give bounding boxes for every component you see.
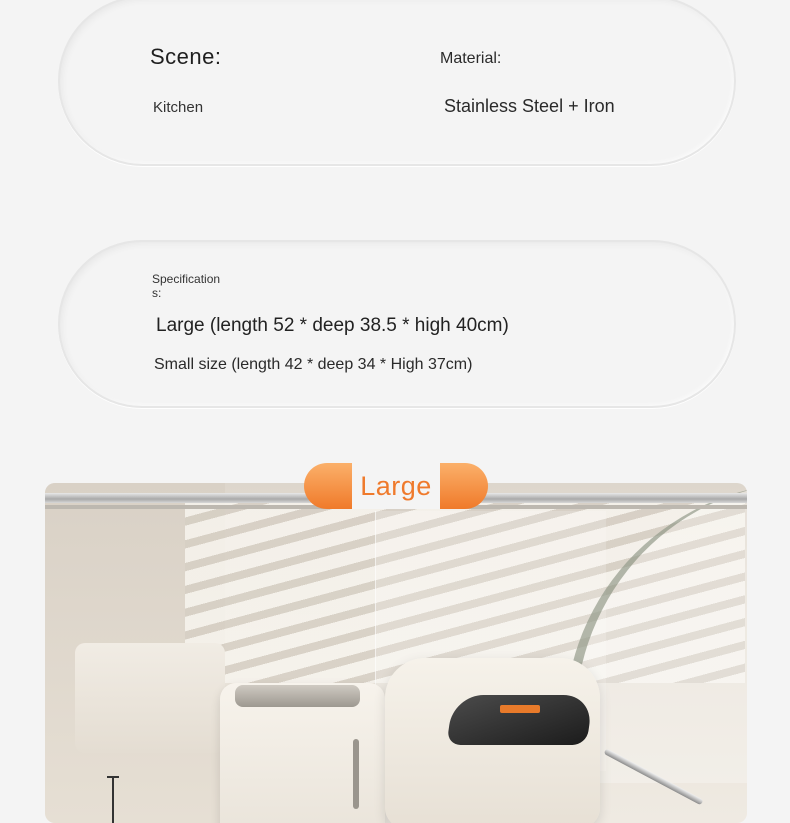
scene-label: Scene:	[150, 44, 222, 69]
scene-value: Kitchen	[153, 99, 204, 116]
photo-toaster-lever	[353, 739, 359, 809]
material-value: Stainless Steel + Iron	[444, 96, 615, 116]
badge-left-cap	[304, 463, 352, 509]
spec-small: Small size (length 42 * deep 34 * High 37cm)	[154, 356, 473, 373]
badge-right-cap	[440, 463, 488, 509]
badge-label: Large	[352, 463, 440, 509]
size-badge	[304, 463, 488, 509]
photo-cooker-panel	[446, 695, 593, 745]
photo-counter-box	[75, 643, 225, 753]
product-photo	[45, 483, 747, 823]
spec-label: Specifications:	[152, 272, 221, 300]
photo-toaster-slot	[235, 685, 360, 707]
spec-large: Large (length 52 * deep 38.5 * high 40cm)	[156, 315, 509, 336]
info-card	[58, 0, 736, 166]
material-label: Material:	[440, 50, 502, 67]
photo-cooker-display	[500, 705, 540, 713]
